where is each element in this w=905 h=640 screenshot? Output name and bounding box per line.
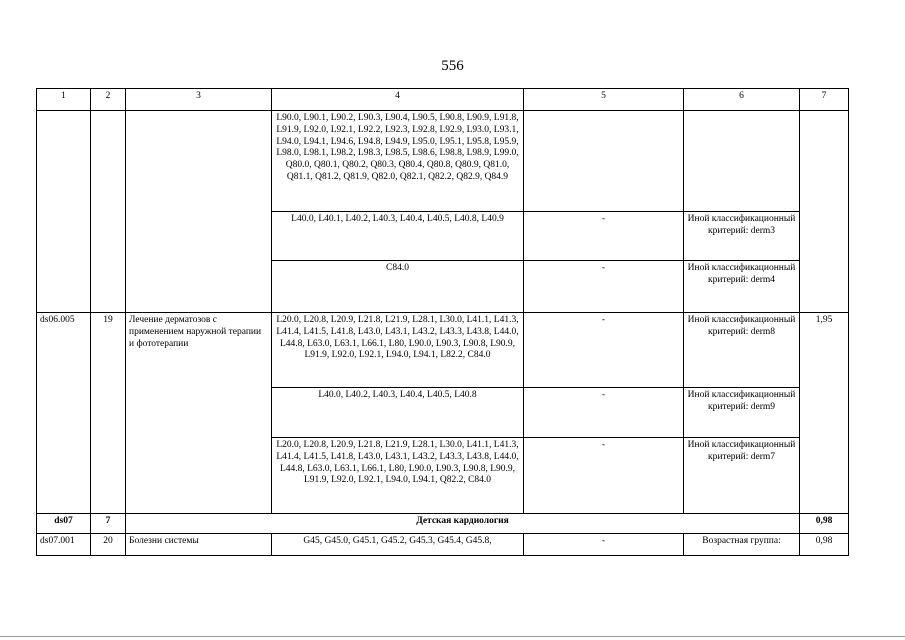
criterion: Возрастная группа: bbox=[684, 534, 800, 556]
service-dash: - bbox=[524, 212, 684, 261]
empty-cell bbox=[37, 111, 91, 313]
criterion: Иной классификационный критерий: derm8 bbox=[684, 313, 800, 388]
ksg-number: 19 bbox=[91, 313, 126, 514]
ksg-name: Лечение дерматозов с применением наружной терапии и фототерапии bbox=[126, 313, 272, 514]
header-row bbox=[37, 89, 849, 111]
page-bottom-line bbox=[0, 636, 905, 637]
diagnosis-codes: L20.0, L20.8, L20.9, L21.8, L21.9, L28.1, L30.0, L41.1, L41.3, L41.4, L41.5, L41.8, L43.0, L43.1, L43.2, L43.3, L43.8, L44.0, L44.8, L63.0, L63.1, L66.1, L80, L90.0, L90.3, L90.8, L90.9, L91.9, L92.0, L92.1, L94.0, L94.1, L82.2, C84.0 bbox=[272, 313, 524, 388]
header-col-4: 4 bbox=[272, 89, 524, 111]
section-code: ds07 bbox=[37, 514, 91, 534]
header-col-1: 1 bbox=[37, 89, 91, 111]
criterion: Иной классификационный критерий: derm9 bbox=[684, 388, 800, 438]
coefficient: 1,95 bbox=[800, 313, 849, 514]
service-dash: - bbox=[524, 261, 684, 313]
diagnosis-codes: G45, G45.0, G45.1, G45.2, G45.3, G45.4, G45.8, bbox=[272, 534, 524, 556]
criterion: Иной классификационный критерий: derm7 bbox=[684, 438, 800, 514]
table-row bbox=[37, 111, 849, 212]
section-coefficient: 0,98 bbox=[800, 514, 849, 534]
header-col-2: 2 bbox=[91, 89, 126, 111]
ksg-code: ds07.001 bbox=[37, 534, 91, 556]
service-dash: - bbox=[524, 534, 684, 556]
diagnosis-codes: L20.0, L20.8, L20.9, L21.8, L21.9, L28.1, L30.0, L41.1, L41.3, L41.4, L41.5, L41.8, L43.0, L43.1, L43.2, L43.3, L43.8, L44.0, L44.8, L63.0, L63.1, L66.1, L80, L90.0, L90.3, L90.8, L90.9, L91.9, L92.0, L92.1, L94.0, L94.1, Q82.2, C84.0 bbox=[272, 438, 524, 514]
diagnosis-codes: C84.0 bbox=[272, 261, 524, 313]
empty-cell bbox=[800, 111, 849, 313]
diagnosis-codes: L40.0, L40.1, L40.2, L40.3, L40.4, L40.5, L40.8, L40.9 bbox=[272, 212, 524, 261]
empty-cell bbox=[684, 111, 800, 212]
table-row bbox=[37, 313, 849, 388]
classification-table bbox=[36, 88, 849, 556]
section-title: Детская кардиология bbox=[126, 514, 800, 534]
empty-cell bbox=[91, 111, 126, 313]
service-dash: - bbox=[524, 388, 684, 438]
ksg-name: Болезни системы bbox=[126, 534, 272, 556]
header-col-6: 6 bbox=[684, 89, 800, 111]
criterion: Иной классификационный критерий: derm4 bbox=[684, 261, 800, 313]
section-row bbox=[37, 514, 849, 534]
ksg-code: ds06.005 bbox=[37, 313, 91, 514]
empty-cell bbox=[524, 111, 684, 212]
table-row bbox=[37, 534, 849, 556]
service-dash: - bbox=[524, 438, 684, 514]
section-number: 7 bbox=[91, 514, 126, 534]
diagnosis-codes: L40.0, L40.2, L40.3, L40.4, L40.5, L40.8 bbox=[272, 388, 524, 438]
service-dash: - bbox=[524, 313, 684, 388]
header-col-5: 5 bbox=[524, 89, 684, 111]
criterion: Иной классификационный критерий: derm3 bbox=[684, 212, 800, 261]
empty-cell bbox=[126, 111, 272, 313]
page-number: 556 bbox=[441, 58, 464, 74]
coefficient: 0,98 bbox=[800, 534, 849, 556]
header-col-3: 3 bbox=[126, 89, 272, 111]
header-col-7: 7 bbox=[800, 89, 849, 111]
diagnosis-codes: L90.0, L90.1, L90.2, L90.3, L90.4, L90.5, L90.8, L90.9, L91.8, L91.9, L92.0, L92.1, L92.2, L92.3, L92.8, L92.9, L93.0, L93.1, L94.0, L94.1, L94.6, L94.8, L94.9, L95.0, L95.1, L95.8, L95.9, L98.0, L98.1, L98.2, L98.3, L98.5, L98.6, L98.8, L98.9, L99.0, Q80.0, Q80.1, Q80.2, Q80.3, Q80.4, Q80.8, Q80.9, Q81.0, Q81.1, Q81.2, Q81.9, Q82.0, Q82.1, Q82.2, Q82.9, Q84.9 bbox=[272, 111, 524, 212]
ksg-number: 20 bbox=[91, 534, 126, 556]
